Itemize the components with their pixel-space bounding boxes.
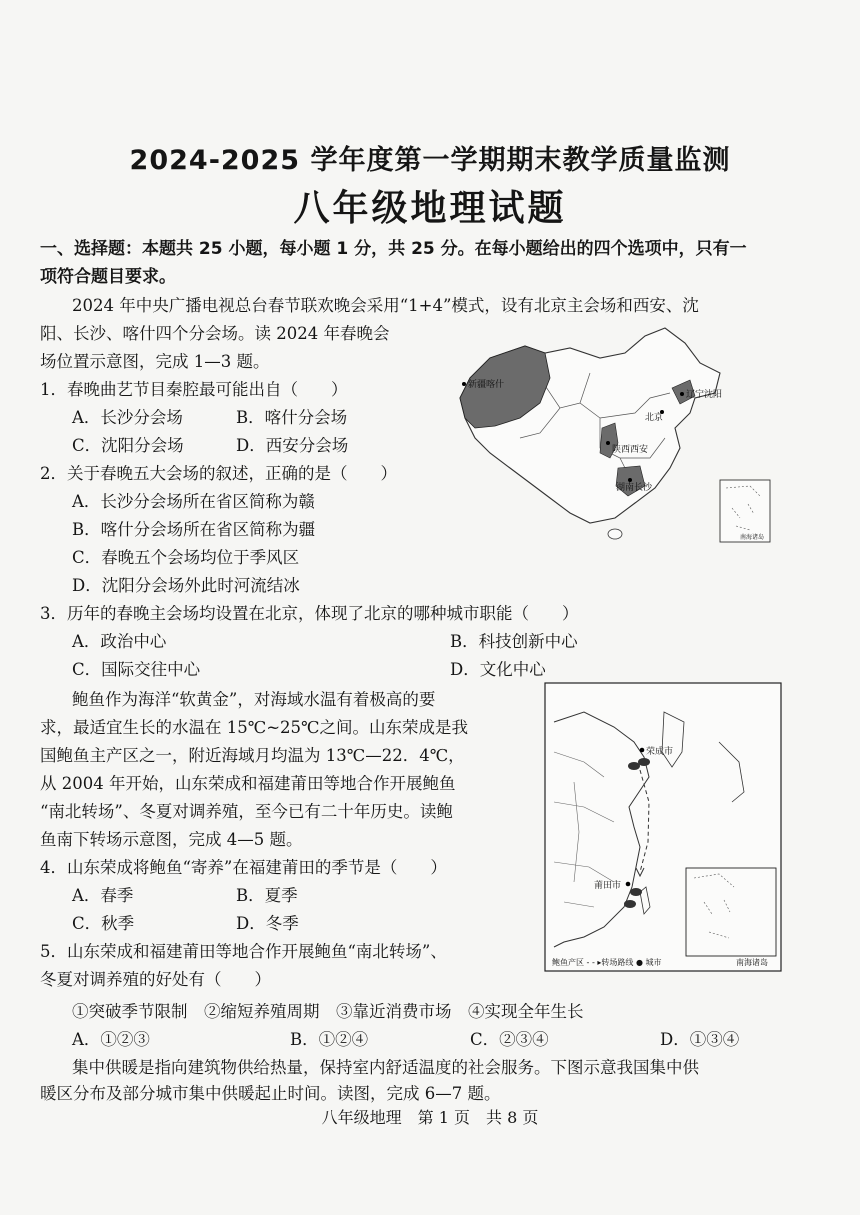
- q4-option-c[interactable]: C．秋季: [72, 914, 135, 933]
- label-changsha: 湖南长沙: [616, 483, 653, 493]
- label-map2-inset: 南海诸岛: [736, 958, 768, 967]
- q5-stem-line2: 冬夏对调养殖的好处有（ ）: [40, 970, 271, 989]
- passage1-line2: 阳、长沙、喀什四个分会场。读 2024 年春晚会: [40, 324, 390, 343]
- q5-option-c[interactable]: C．②③④: [470, 1030, 549, 1049]
- q4-option-a[interactable]: A．春季: [72, 886, 134, 905]
- rongcheng-dot: [640, 748, 645, 753]
- q2-stem: 2．关于春晚五大会场的叙述，正确的是（ ）: [40, 464, 397, 483]
- passage2-line4: 从 2004 年开始，山东荣成和福建莆田等地合作开展鲍鱼: [40, 774, 456, 793]
- passage2-line6: 鱼南下转场示意图，完成 4—5 题。: [40, 830, 303, 849]
- q5-option-a[interactable]: A．①②③: [72, 1030, 150, 1049]
- passage1-line1: 2024 年中央广播电视总台春节联欢晚会采用“1+4”模式，设有北京主会场和西安、沈: [72, 296, 699, 315]
- kashgar-dot: [462, 382, 466, 386]
- chunwan-venue-map: [450, 318, 780, 548]
- map2-inset: [686, 868, 776, 956]
- changsha-dot: [628, 478, 632, 482]
- label-putian: 莆田市: [594, 881, 622, 891]
- q2-option-b[interactable]: B．喀什分会场所在省区简称为疆: [72, 520, 316, 539]
- label-shenyang: 辽宁沈阳: [686, 390, 723, 400]
- q1-option-a[interactable]: A．长沙分会场: [72, 408, 183, 427]
- abalone-area-south-1: [630, 888, 642, 896]
- q3-option-b[interactable]: B．科技创新中心: [450, 632, 578, 651]
- q2-option-d[interactable]: D．沈阳分会场外此时河流结冰: [72, 576, 300, 595]
- abalone-transfer-map: [544, 682, 782, 972]
- abalone-area-south-2: [624, 900, 636, 908]
- label-xian: 陕西西安: [612, 445, 649, 455]
- q4-option-d[interactable]: D．冬季: [236, 914, 299, 933]
- label-rongcheng: 荣成市: [646, 747, 674, 757]
- q5-statement-items: ①突破季节限制 ②缩短养殖周期 ③靠近消费市场 ④实现全年生长: [72, 1002, 584, 1021]
- q2-option-a[interactable]: A．长沙分会场所在省区简称为赣: [72, 492, 315, 511]
- abalone-area-north-1: [628, 762, 640, 770]
- q4-option-b[interactable]: B．夏季: [236, 886, 298, 905]
- passage3-line2: 暖区分布及部分城市集中供暖起止时间。读图，完成 6—7 题。: [40, 1084, 501, 1103]
- exam-title: 2024-2025 学年度第一学期期末教学质量监测: [129, 145, 731, 176]
- exam-subject-title: 八年级地理试题: [293, 188, 567, 229]
- passage2-line1: 鲍鱼作为海洋“软黄金”，对海域水温有着极高的要: [72, 690, 436, 709]
- passage2-line3: 国鲍鱼主产区之一，附近海域月均温为 13℃—22．4℃，: [40, 746, 465, 765]
- q1-option-d[interactable]: D．西安分会场: [236, 436, 349, 455]
- q1-option-c[interactable]: C．沈阳分会场: [72, 436, 184, 455]
- q3-stem: 3．历年的春晚主会场均设置在北京，体现了北京的哪种城市职能（ ）: [40, 604, 579, 623]
- abalone-area-north-2: [638, 758, 650, 766]
- q3-option-d[interactable]: D．文化中心: [450, 660, 546, 679]
- q5-stem-line1: 5．山东荣成和福建莆田等地合作开展鲍鱼“南北转场”、: [40, 942, 447, 961]
- page-footer: 八年级地理 第 1 页 共 8 页: [321, 1108, 539, 1127]
- label-inset: 南海诸岛: [740, 534, 765, 541]
- putian-dot: [626, 882, 631, 887]
- q5-option-b[interactable]: B．①②④: [290, 1030, 369, 1049]
- q5-option-d[interactable]: D．①③④: [660, 1030, 740, 1049]
- q3-option-c[interactable]: C．国际交往中心: [72, 660, 201, 679]
- xian-dot: [606, 441, 610, 445]
- q2-option-c[interactable]: C．春晚五个会场均位于季风区: [72, 548, 300, 567]
- hainan-island: [608, 529, 622, 539]
- map2-legend: 鲍鱼产区 - - ▸转场路线 ● 城市: [552, 958, 662, 967]
- q1-stem: 1．春晚曲艺节目秦腔最可能出自（ ）: [40, 380, 348, 399]
- south-china-sea-inset: [720, 480, 770, 542]
- passage1-line3: 场位置示意图，完成 1—3 题。: [40, 352, 270, 371]
- shenyang-dot: [680, 392, 684, 396]
- section-heading-line1: 一、选择题：本题共 25 小题，每小题 1 分，共 25 分。在每小题给出的四个选项中，只有一: [40, 239, 747, 259]
- q3-option-a[interactable]: A．政治中心: [72, 632, 167, 651]
- label-kashgar: 新疆喀什: [468, 380, 505, 390]
- q1-option-b[interactable]: B．喀什分会场: [236, 408, 348, 427]
- section-heading-line2: 项符合题目要求。: [40, 267, 176, 287]
- passage2-line5: “南北转场”、冬夏对调养殖，至今已有二十年历史。读鲍: [40, 802, 453, 821]
- q4-stem: 4．山东荣成将鲍鱼“寄养”在福建莆田的季节是（ ）: [40, 858, 447, 877]
- passage2-line2: 求，最适宜生长的水温在 15℃~25℃之间。山东荣成是我: [40, 718, 468, 737]
- passage3-line1: 集中供暖是指向建筑物供给热量，保持室内舒适温度的社会服务。下图示意我国集中供: [72, 1058, 699, 1077]
- label-beijing: 北京: [645, 413, 664, 423]
